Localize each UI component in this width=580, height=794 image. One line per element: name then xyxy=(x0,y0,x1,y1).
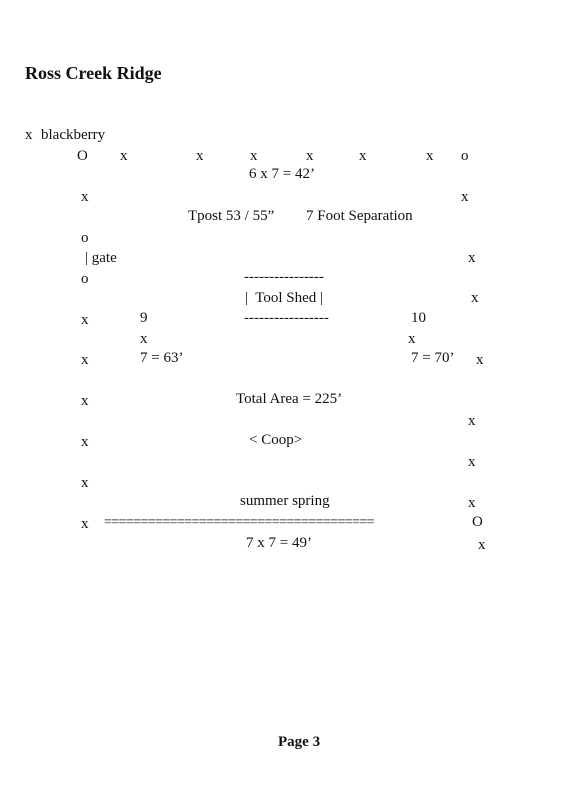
fence-post-x: x xyxy=(196,148,204,164)
fence-post-x: x xyxy=(468,413,476,429)
fence-post-x: x xyxy=(81,189,89,205)
fence-post-o: o xyxy=(461,148,469,164)
blackberry-label: blackberry xyxy=(41,127,106,143)
corner-post-O: O xyxy=(472,514,483,530)
fence-post-x: x xyxy=(471,290,479,306)
fence-post-x: x xyxy=(468,454,476,470)
right-dimension: 7 = 70’ xyxy=(411,350,455,366)
gate-label: | gate xyxy=(85,250,117,266)
fence-post-o: o xyxy=(81,230,89,246)
fence-post-x: x xyxy=(250,148,258,164)
corner-post-O: O xyxy=(77,148,88,164)
fence-post-x: x xyxy=(359,148,367,164)
fence-post-x: x xyxy=(81,516,89,532)
fence-post-x: x xyxy=(120,148,128,164)
fence-post-x: x xyxy=(426,148,434,164)
total-area-label: Total Area = 225’ xyxy=(236,391,343,407)
fence-post-x: x xyxy=(81,434,89,450)
fence-post-x: x xyxy=(478,537,486,553)
bottom-fence-line: ===================================== xyxy=(104,515,374,530)
bottom-dimension: 7 x 7 = 49’ xyxy=(246,535,312,551)
fence-post-x: x xyxy=(81,312,89,328)
fence-post-x: x xyxy=(461,189,469,205)
fence-post-x: x xyxy=(140,331,148,347)
fence-post-x: x xyxy=(25,127,33,143)
separation-label: 7 Foot Separation xyxy=(306,208,413,224)
summer-spring-label: summer spring xyxy=(240,493,330,509)
fence-post-o: o xyxy=(81,271,89,287)
fence-post-x: x xyxy=(408,331,416,347)
fence-post-x: x xyxy=(468,250,476,266)
coop-label: < Coop> xyxy=(249,432,303,448)
page-number: Page 3 xyxy=(278,734,321,750)
fence-post-x: x xyxy=(476,352,484,368)
shed-top-line: ---------------- xyxy=(244,269,324,285)
shed-bottom-line: ----------------- xyxy=(244,310,329,326)
left-dimension: 7 = 63’ xyxy=(140,350,184,366)
fence-post-x: x xyxy=(81,393,89,409)
fence-post-x: x xyxy=(81,475,89,491)
page-title: Ross Creek Ridge xyxy=(25,63,162,83)
section-number-10: 10 xyxy=(411,310,426,326)
section-number-9: 9 xyxy=(140,310,148,326)
tool-shed-label: | Tool Shed | xyxy=(245,290,324,306)
tpost-label: Tpost 53 / 55” xyxy=(188,208,275,224)
fence-post-x: x xyxy=(81,352,89,368)
top-dimension: 6 x 7 = 42’ xyxy=(249,166,315,182)
fence-post-x: x xyxy=(306,148,314,164)
fence-post-x: x xyxy=(468,495,476,511)
